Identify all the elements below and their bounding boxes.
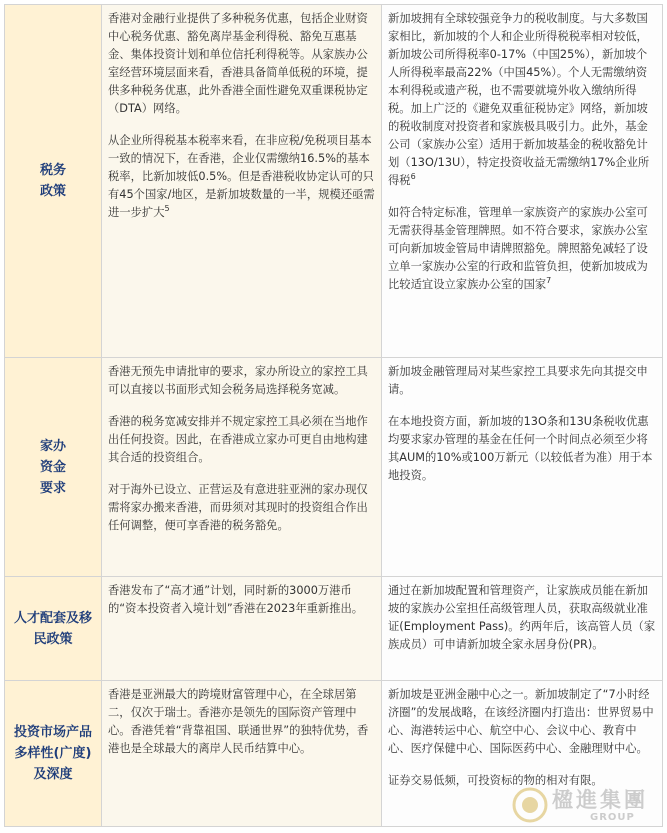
singapore-cell-investment-market	[382, 681, 663, 827]
hong-kong-cell-fund-requirements	[102, 358, 382, 577]
paragraph: 香港无预先申请批审的要求，家办所设立的家控工具可以直接以书面形式知会税务局选择税务宽减。	[108, 365, 368, 396]
paragraph: 香港发布了“高才通”计划，同时新的3000万港币的“资本投资者入境计划”香港在2023年重新推出。	[108, 584, 364, 615]
paragraph: 新加坡金融管理局对某些家控工具要求先向其提交申请。	[388, 365, 648, 396]
paragraph: 通过在新加坡配置和管理资产，让家族成员能在新加坡的家族办公室担任高级管理人员，获取高级就业准证(Employment Pass)。约两年后，该高管人员（家族成员）可申请新加坡全家永居身份(PR)。	[388, 584, 656, 651]
table-row-fund-requirements	[5, 358, 663, 577]
paragraph: 香港对金融行业提供了多种税务优惠，包括企业财资中心税务优惠、豁免离岸基金利得税、豁免互惠基金、集体投资计划和单位信托利得税等。从家族办公室经营环境层面来看，香港具备简单低税的环境，提供多种税务优惠，此外香港全面性避免双重课税协定（DTA）网络。	[108, 12, 368, 115]
table-row-talent-immigration	[5, 577, 663, 681]
hong-kong-cell-tax-policy	[102, 5, 382, 358]
row-label-fund-requirements: 家办 资金 要求	[5, 358, 102, 577]
paragraph: 香港是亚洲最大的跨境财富管理中心，在全球居第二，仅次于瑞士。香港亦是领先的国际资产管理中心。香港凭着“背靠祖国、联通世界”的独特优势，香港也是全球最大的离岸人民币结算中心。	[108, 688, 369, 755]
singapore-cell-tax-policy	[382, 5, 663, 358]
hong-kong-cell-talent-immigration	[102, 577, 382, 681]
row-label-talent-immigration: 人才配套及移 民政策	[5, 577, 102, 681]
table-row-tax-policy	[5, 5, 663, 358]
paragraph: 在本地投资方面，新加坡的13O条和13U条税收优惠均要求家办管理的基金在任何一个时间点必须至少将其AUM的10%或100万新元（以较低者为准）用于本地投资。	[388, 415, 653, 482]
row-label-investment-market: 投资市场产品 多样性(广度) 及深度	[5, 681, 102, 827]
footnote-ref: 6	[410, 172, 416, 182]
watermark-text: 楹進集團	[552, 788, 648, 812]
watermark-sub: GROUP	[590, 812, 635, 823]
paragraph: 从企业所得税基本税率来看，在非应税/免税项目基本一致的情况下，在香港，企业仅需缴纳16.5%的基本税率，比新加坡低0.5%。但是香港税收协定认可的只有45个国家/地区，是新加坡数量的一半，规模还亟需进一步扩大$^5$	[108, 134, 375, 219]
table-row-investment-market	[5, 681, 663, 827]
footnote-ref: 7	[546, 276, 552, 286]
footnote-ref: 5	[164, 204, 170, 214]
row-label-tax-policy: 税务 政策	[5, 5, 102, 358]
comparison-table	[4, 4, 663, 827]
singapore-cell-fund-requirements	[382, 358, 663, 577]
paragraph: 对于海外已设立、正营运及有意进驻亚洲的家办现仅需将家办搬来香港，而毋须对其现时的投资组合作出任何调整，便可享香港的税务豁免。	[108, 483, 368, 532]
singapore-cell-talent-immigration	[382, 577, 663, 681]
paragraph: 如符合特定标准，管理单一家族资产的家族办公室可无需获得基金管理牌照。如不符合要求，家族办公室可向新加坡金管局申请牌照豁免。牌照豁免减轻了设立单一家族办公室的行政和监管负担，使新加坡成为比较适宜设立家族办公室的国家$^7$	[388, 206, 648, 291]
paragraph: 证券交易低频，可投资标的物的相对有限。	[388, 774, 603, 787]
paragraph: 新加坡拥有全球较强竞争力的税收制度。与大多数国家相比，新加坡的个人和企业所得税税率相对较低，新加坡公司所得税率0-17%（中国25%），新加坡个人所得税率最高22%（中国45%）。个人无需缴纳资本利得税或遗产税，也不需要就境外收入缴纳所得税。加上广泛的《避免双重征税协定》网络，新加坡的税收制度对投资者和家族极具吸引力。此外，基金公司（家族办公室）适用于新加坡基金的税收豁免计划（13O/13U），特定投资收益无需缴纳17%企业所得税$^6$	[388, 12, 650, 187]
paragraph: 新加坡是亚洲金融中心之一。新加坡制定了“7小时经济圈”的发展战略，在该经济圈内打造出：世界贸易中心、海港转运中心、航空中心、会议中心、教育中心、医疗保健中心、国际医药中心、金融理财中心。	[388, 688, 654, 755]
paragraph: 香港的税务宽减安排并不规定家控工具必须在当地作出任何投资。因此，在香港成立家办可更自由地构建其合适的投资组合。	[108, 415, 368, 464]
hong-kong-cell-investment-market	[102, 681, 382, 827]
